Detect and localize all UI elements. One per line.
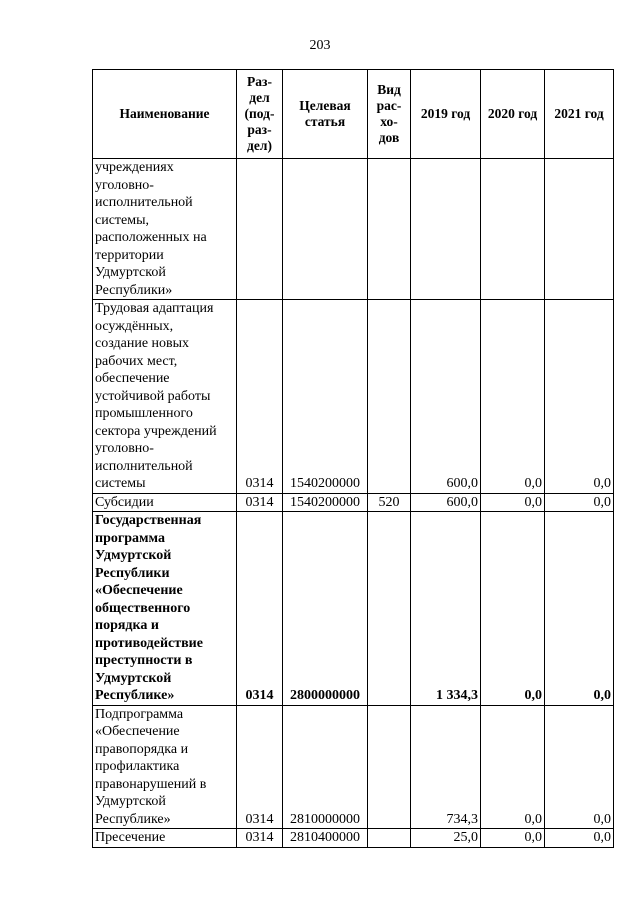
cell-name-line: программа (95, 530, 165, 546)
cell-name-line: обеспечение (95, 371, 170, 386)
cell-name-line: Республики» (95, 282, 173, 298)
cell-name-line: Удмуртской (95, 265, 166, 280)
cell-2020 (481, 159, 545, 300)
cell-name-line: уголовно- (95, 441, 154, 456)
cell-name-line: устойчивой работы (95, 388, 211, 404)
cell-name-line: системы (95, 476, 146, 491)
cell-name-line: исполнительной (95, 195, 193, 210)
cell-target: 1540200000 (283, 300, 368, 494)
cell-2019: 1 334,3 (411, 512, 481, 706)
cell-name-line: противодействие (95, 635, 203, 651)
cell-name-line: «Обеспечение (95, 583, 183, 598)
cell-name-line: создание новых (95, 336, 190, 351)
header-name: Наименование (93, 70, 237, 159)
cell-section: 0314 (237, 512, 283, 706)
cell-name-line: учреждениях (95, 160, 174, 175)
table-row (93, 159, 614, 300)
cell-name-line: территории (95, 247, 164, 263)
header-expense-line: рас- (376, 98, 402, 113)
cell-name-line: Субсидии (95, 494, 154, 510)
cell-2021: 0,0 (545, 512, 614, 706)
cell-2020: 0,0 (481, 493, 545, 512)
header-target-line: статья (304, 114, 346, 129)
cell-section: 0314 (237, 300, 283, 494)
cell-section: 0314 (237, 705, 283, 829)
cell-2020: 0,0 (481, 829, 545, 848)
cell-expense (368, 829, 411, 848)
cell-name-line: сектора учреждений (95, 423, 217, 439)
cell-name-line: расположенных на (95, 230, 207, 245)
cell-name-line: Удмуртской (95, 794, 166, 809)
cell-name-line: Удмуртской (95, 670, 172, 686)
cell-target: 2810400000 (283, 829, 368, 848)
header-2019: 2019 год (411, 70, 481, 159)
cell-target: 2810000000 (283, 705, 368, 829)
header-section-line: раз- (247, 122, 272, 137)
cell-2020: 0,0 (481, 300, 545, 494)
cell-name-line: профилактика (95, 759, 180, 774)
header-target-line: Целевая (299, 98, 351, 113)
cell-2019: 600,0 (411, 493, 481, 512)
cell-name-line: Пресечение (95, 830, 166, 845)
cell-name-line: правонарушений в (95, 776, 207, 792)
table-row (93, 493, 614, 512)
cell-2021: 0,0 (545, 300, 614, 494)
cell-name-line: «Обеспечение (95, 724, 180, 739)
cell-expense: 520 (368, 493, 411, 512)
cell-name-line: промышленного (95, 406, 193, 421)
cell-name-line: исполнительной (95, 458, 193, 474)
header-section-line: Раз- (247, 74, 272, 89)
header-expense (368, 70, 411, 159)
cell-name-line: общественного (95, 600, 191, 616)
cell-2021: 0,0 (545, 829, 614, 848)
cell-name-line: Подпрограмма (95, 706, 184, 722)
table-row (93, 512, 614, 706)
cell-expense (368, 159, 411, 300)
cell-name (93, 300, 237, 494)
cell-name-line: системы, (95, 212, 150, 228)
cell-name (93, 705, 237, 829)
cell-2021: 0,0 (545, 705, 614, 829)
cell-expense (368, 512, 411, 706)
page-number: 203 (309, 38, 331, 53)
header-expense-line: дов (378, 130, 400, 145)
cell-name-line: Удмуртской (95, 548, 172, 563)
table-header-row (93, 70, 614, 159)
cell-2019: 734,3 (411, 705, 481, 829)
table-row (93, 705, 614, 829)
cell-name-line: преступности в (95, 653, 193, 668)
table-row (93, 300, 614, 494)
cell-2021: 0,0 (545, 493, 614, 512)
header-section-line: (под- (244, 106, 275, 121)
header-target (283, 70, 368, 159)
cell-name-line: осуждённых, (95, 318, 174, 334)
cell-section (237, 159, 283, 300)
cell-2020: 0,0 (481, 705, 545, 829)
table-row (93, 829, 614, 848)
header-2020: 2020 год (481, 70, 545, 159)
cell-target (283, 159, 368, 300)
cell-name-line: Республике» (95, 811, 171, 827)
cell-name-line: Государственная (95, 513, 202, 528)
cell-name (93, 493, 237, 512)
header-section (237, 70, 283, 159)
cell-section: 0314 (237, 829, 283, 848)
cell-name-line: Трудовая адаптация (95, 301, 214, 316)
cell-name-line: рабочих мест, (95, 353, 178, 369)
cell-name-line: Республики (95, 565, 170, 581)
cell-expense (368, 300, 411, 494)
cell-2019: 25,0 (411, 829, 481, 848)
table-body (93, 159, 614, 848)
cell-name (93, 159, 237, 300)
header-section-line: дел) (247, 138, 272, 153)
cell-2019 (411, 159, 481, 300)
header-expense-line: хо- (380, 114, 398, 129)
cell-target: 1540200000 (283, 493, 368, 512)
cell-name-line: Республике» (95, 688, 175, 703)
cell-2020: 0,0 (481, 512, 545, 706)
cell-target: 2800000000 (283, 512, 368, 706)
budget-table (92, 69, 614, 848)
cell-name (93, 512, 237, 706)
cell-name-line: порядка и (95, 618, 159, 633)
cell-name (93, 829, 237, 848)
cell-2019: 600,0 (411, 300, 481, 494)
header-section-line: дел (249, 90, 270, 105)
cell-name-line: правопорядка и (95, 741, 189, 757)
cell-name-line: уголовно- (95, 177, 154, 193)
cell-expense (368, 705, 411, 829)
cell-2021 (545, 159, 614, 300)
cell-section: 0314 (237, 493, 283, 512)
header-expense-line: Вид (377, 82, 401, 97)
header-2021: 2021 год (545, 70, 614, 159)
